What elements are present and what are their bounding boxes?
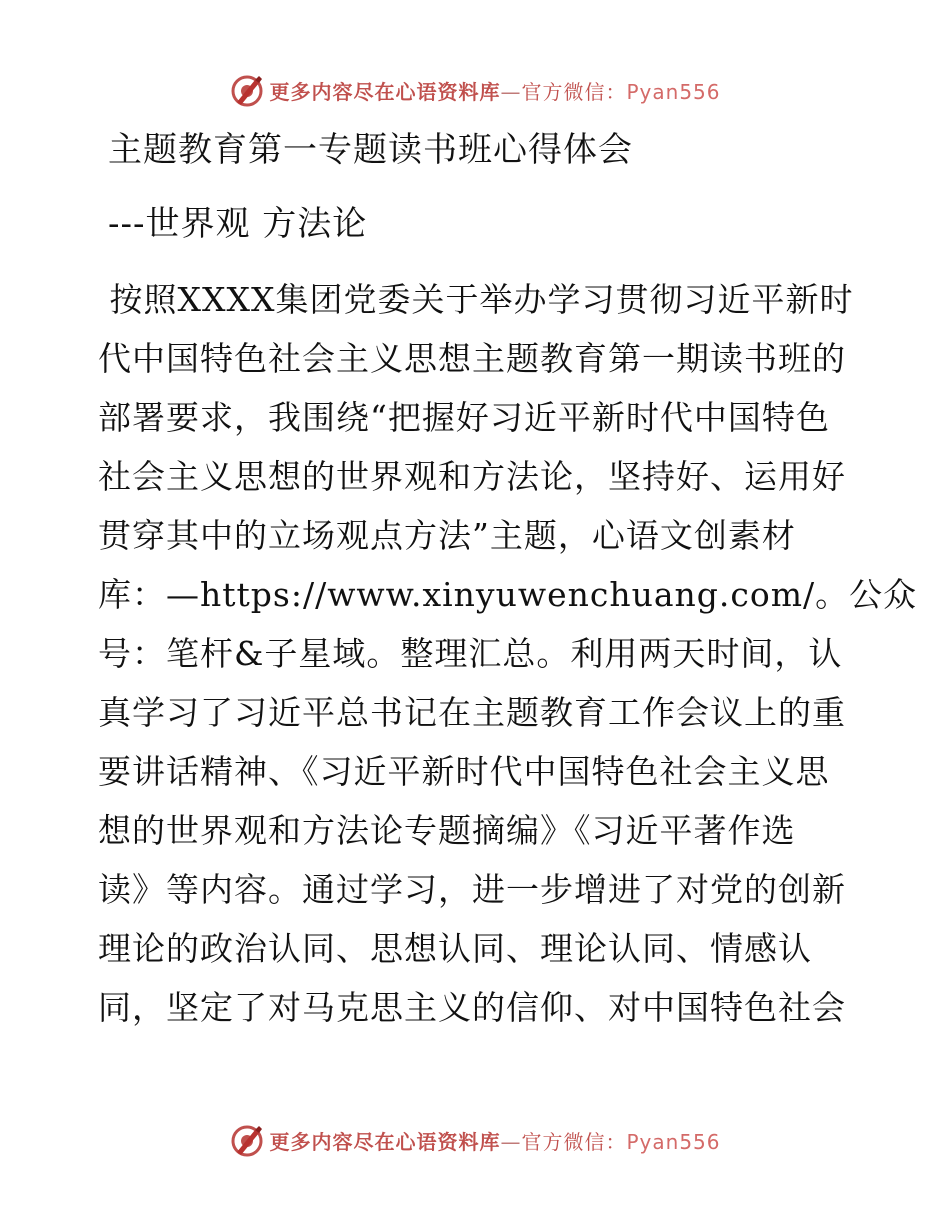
banner-main-text: 更多内容尽在心语资料库 [269, 79, 501, 104]
footer-banner [0, 1120, 950, 1160]
banner-wechat-label: 官方微信： [521, 79, 627, 104]
banner-dash: — [500, 1129, 522, 1154]
body-line: 要讲话精神、《习近平新时代中国特色社会主义思 [98, 752, 830, 791]
document-subtitle: ---世界观 方法论 [108, 204, 368, 244]
brand-logo-icon [229, 72, 265, 108]
body-line: 社会主义思想的世界观和方法论，坚持好、运用好 [98, 457, 846, 496]
banner-text [269, 76, 720, 105]
banner-dash: — [500, 79, 522, 104]
document-title: 主题教育第一专题读书班心得体会 [108, 130, 633, 170]
banner-wechat-id: Pyan556 [626, 79, 721, 104]
body-line: 理论的政治认同、思想认同、理论认同、情感认 [98, 929, 812, 968]
brand-logo-icon [229, 1122, 265, 1158]
body-line: 部署要求，我围绕“把握好习近平新时代中国特色 [98, 398, 830, 437]
body-line: 同，坚定了对马克思主义的信仰、对中国特色社会 [98, 988, 846, 1027]
body-line: 贯穿其中的立场观点方法”主题，心语文创素材 [98, 516, 796, 555]
banner-main-text: 更多内容尽在心语资料库 [269, 1129, 501, 1154]
body-line: 代中国特色社会主义思想主题教育第一期读书班的 [98, 339, 846, 378]
body-line: 想的世界观和方法论专题摘编》《习近平著作选 [98, 811, 796, 850]
body-line: 库：—https://www.xinyuwenchuang.com/。公众 [98, 575, 918, 614]
body-line: 按照XXXX集团党委关于举办学习贯彻习近平新时 [98, 280, 854, 319]
body-line: 真学习了习近平总书记在主题教育工作会议上的重 [98, 693, 846, 732]
banner-wechat-id: Pyan556 [626, 1129, 721, 1154]
body-line: 读》等内容。通过学习，进一步增进了对党的创新 [98, 870, 846, 909]
document-body [98, 270, 918, 1037]
header-banner [0, 70, 950, 110]
body-line: 号：笔杆&子星域。整理汇总。利用两天时间，认 [98, 634, 843, 673]
banner-wechat-label: 官方微信： [521, 1129, 627, 1154]
banner-text [269, 1126, 720, 1155]
